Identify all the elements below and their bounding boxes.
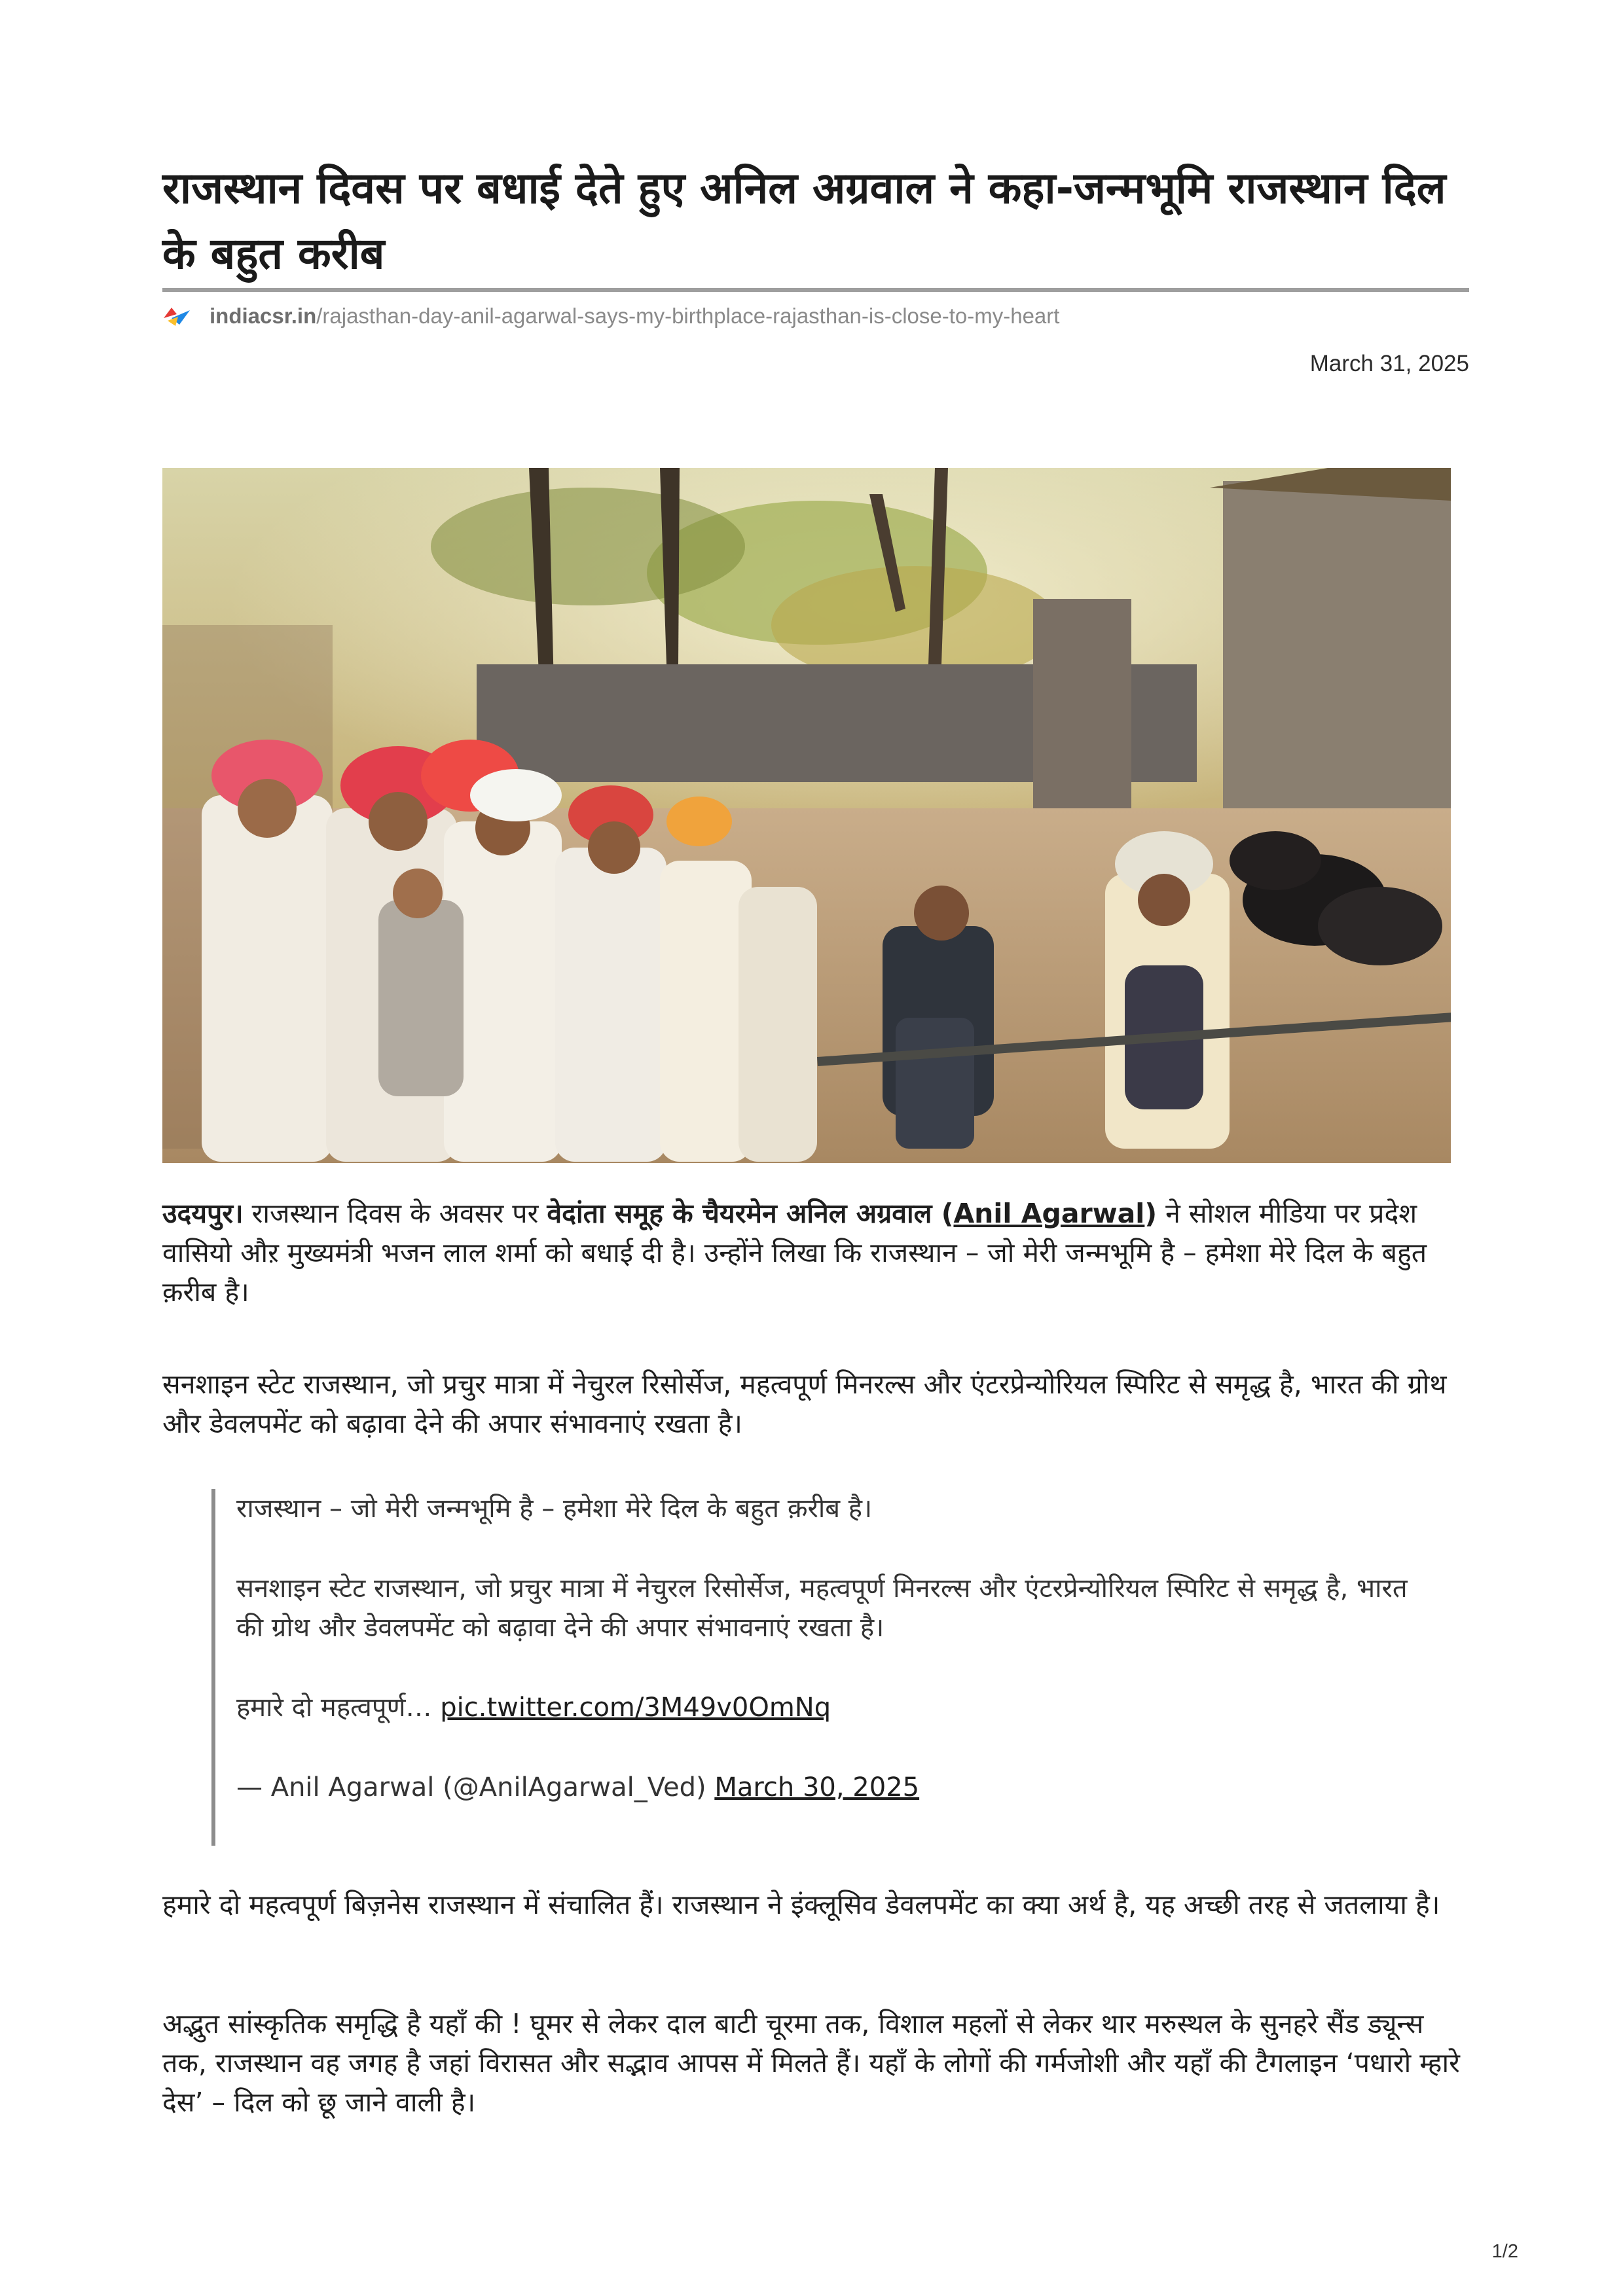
- article-photo: [162, 468, 1451, 1163]
- paragraph-3: हमारे दो महत्वपूर्ण बिज़नेस राजस्थान में संचालित हैं। राजस्थान ने इंक्लूसिव डेवलपमेंट का क्या अर्थ है, यह अच्छी तरह से जतलाया है।: [162, 1889, 1440, 1920]
- anil-agarwal-link[interactable]: Anil Agarwal: [953, 1198, 1145, 1229]
- tweet-line-3: हमारे दो महत्वपूर्ण… pic.twitter.com/3M49v0OmNq: [236, 1693, 831, 1723]
- tweet-attribution: — Anil Agarwal (@AnilAgarwal_Ved) March 30, 2025: [236, 1772, 920, 1803]
- article-title: राजस्थान दिवस पर बधाई देते हुए अनिल अग्रवाल ने कहा-जन्मभूमि राजस्थान दिल के बहुत करीब: [162, 163, 1446, 279]
- publish-date: March 31, 2025: [1309, 351, 1469, 376]
- indiacsr-logo-icon: [162, 305, 191, 327]
- tweet-date-link[interactable]: March 30, 2025: [714, 1772, 920, 1803]
- paragraph-4: अद्भुत सांस्कृतिक समृद्धि है यहाँ की ! घूमर से लेकर दाल बाटी चूरमा तक, विशाल महलों से लेकर थार मरुस्थल के सुनहरे सैंड ड्यून्स तक, राजस्थान वह जगह है जहां विरासत और सद्भाव आपस में मिलते हैं। यहाँ के लोगों की गर्मजोशी और यहाँ की टैगलाइन ‘पधारो म्हारे देस’ – दिल को छू जाने वाली है।: [162, 2008, 1460, 2118]
- dateline-city: उदयपुर।: [162, 1198, 244, 1229]
- paragraph-2: सनशाइन स्टेट राजस्थान, जो प्रचुर मात्रा में नेचुरल रिसोर्सेज, महत्वपूर्ण मिनरल्स और एंटरप्रेन्योरियल स्पिरिट से समृद्ध है, भारत की ग्रोथ और डेवलपमेंट को बढ़ावा देने की अपार संभावनाएं रखता है।: [162, 1369, 1447, 1439]
- embedded-tweet: [211, 1489, 1455, 1846]
- source-path: /rajasthan-day-anil-agarwal-says-my-birthplace-rajasthan-is-close-to-my-heart: [316, 304, 1060, 328]
- tweet-line-1: राजस्थान – जो मेरी जन्मभूमि है – हमेशा मेरे दिल के बहुत क़रीब है।: [236, 1494, 873, 1524]
- source-domain: indiacsr.in: [210, 304, 317, 328]
- source-url[interactable]: [162, 300, 1059, 332]
- title-divider: [162, 288, 1469, 292]
- paragraph-1-intro: राजस्थान दिवस के अवसर पर: [243, 1198, 547, 1229]
- paragraph-1: [162, 1194, 1469, 1312]
- tweet-line-2: सनशाइन स्टेट राजस्थान, जो प्रचुर मात्रा में नेचुरल रिसोर्सेज, महत्वपूर्ण मिनरल्स और एंटरप्रेन्योरियल स्पिरिट से समृद्ध है, भारत की ग्रोथ और डेवलपमेंट को बढ़ावा देने की अपार संभावनाएं रखता है।: [236, 1573, 1408, 1643]
- chairman-bold: वेदांता समूह के चैयरमेन अनिल अग्रवाल (Anil Agarwal): [547, 1198, 1158, 1229]
- tweet-pic-link[interactable]: pic.twitter.com/3M49v0OmNq: [440, 1693, 831, 1723]
- paragraph-1-rest: ने सोशल मीडिया पर प्रदेश वासियो औऱ मुख्यमंत्री भजन लाल शर्मा को बधाई दी है। उन्होंने लिखा कि राजस्थान – जो मेरी जन्मभूमि है – हमेशा मेरे दिल के बहुत क़रीब है।: [162, 1198, 1427, 1308]
- page-number: 1/2: [1491, 2241, 1518, 2262]
